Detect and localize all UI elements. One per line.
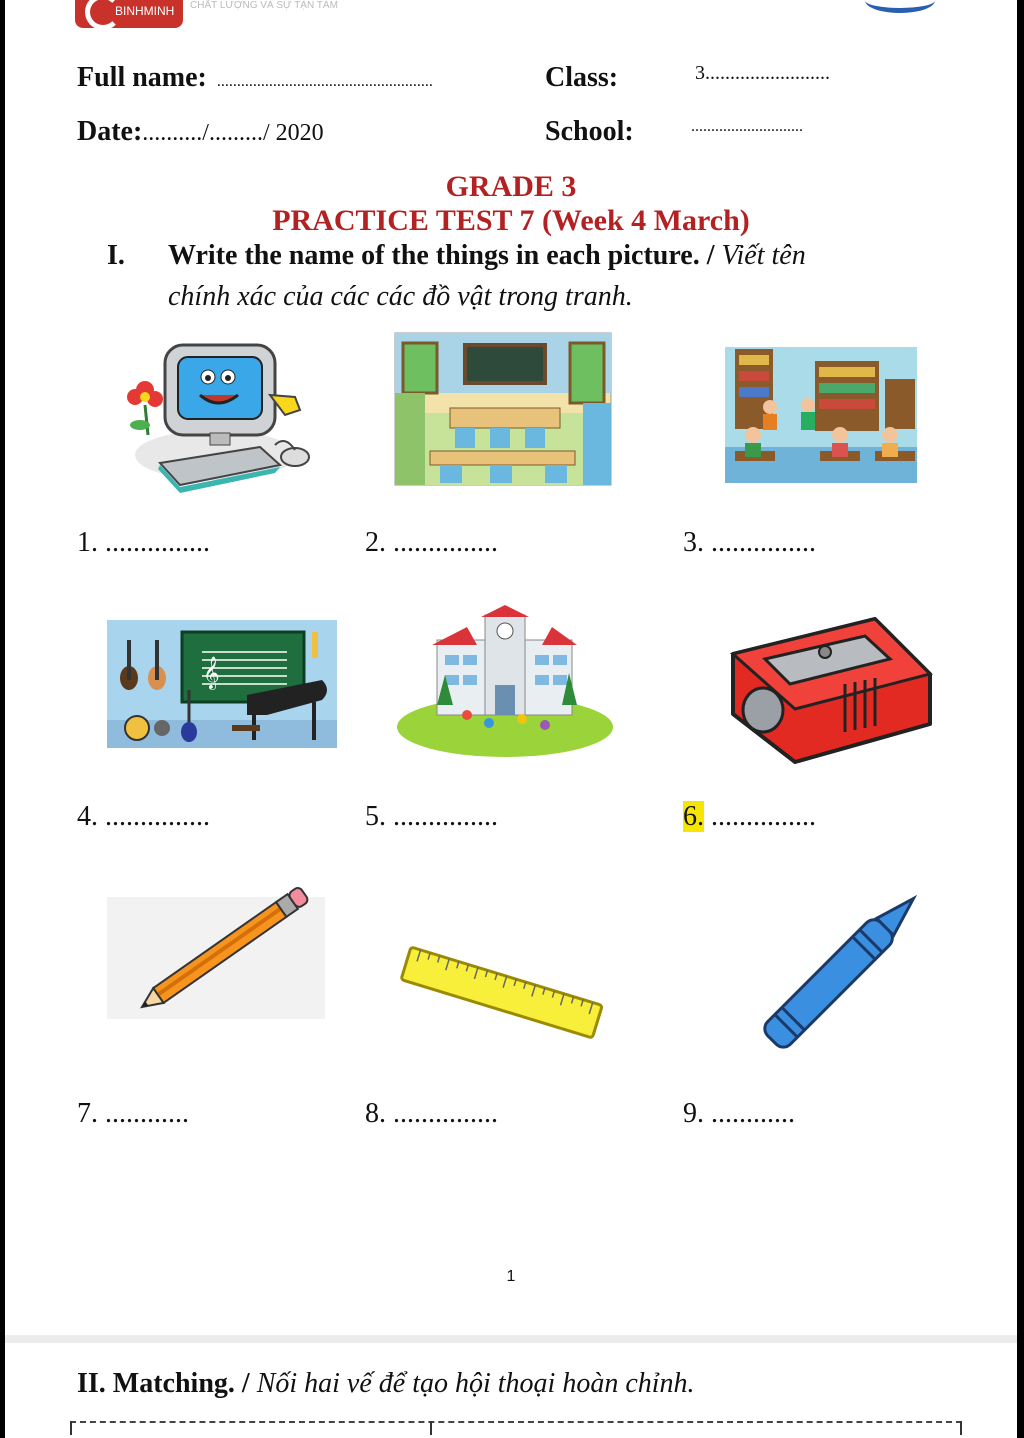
answer-5-blank: ............... (393, 801, 498, 832)
class-blank: 3......................... (695, 62, 830, 84)
date-label: Date: (77, 116, 143, 147)
school-picture (397, 605, 612, 760)
answer-8 (365, 1098, 498, 1130)
music-room-picture (107, 620, 337, 748)
answer-8-blank: ............... (393, 1098, 498, 1129)
ruler-picture (403, 925, 607, 1025)
table-top-border (70, 1421, 962, 1423)
answer-1-number: 1. (77, 527, 98, 558)
pencil-picture (107, 897, 325, 1019)
page-break-band (5, 1335, 1017, 1343)
section-2-title-bold: II. Matching. / (77, 1368, 250, 1399)
section-1-instruction (168, 240, 806, 272)
answer-4-number: 4. (77, 801, 98, 832)
answer-4 (77, 801, 210, 833)
answer-5 (365, 801, 498, 833)
binhminh-logo (75, 0, 183, 28)
school-blank-row (691, 118, 803, 136)
date-row (77, 116, 324, 148)
practice-test-title: PRACTICE TEST 7 (Week 4 March) (272, 204, 750, 237)
instruction-vietnamese-1: Viết tên (721, 240, 806, 271)
school-row (545, 116, 634, 148)
answer-6 (683, 801, 816, 833)
classroom-picture (395, 333, 611, 485)
worksheet-page (5, 0, 1017, 1438)
instruction-vietnamese-2: chính xác của các các đồ vật trong tranh. (168, 281, 633, 312)
header-arc-decoration (865, 0, 935, 13)
date-blank: ........../........./ 2020 (142, 120, 324, 146)
answer-7-blank: ............ (105, 1098, 189, 1129)
section-2-title (77, 1368, 695, 1400)
answer-7 (77, 1098, 189, 1130)
grade-title: GRADE 3 (445, 170, 577, 203)
section-1-numeral: I. (107, 240, 125, 271)
answer-7-number: 7. (77, 1098, 98, 1129)
answer-5-number: 5. (365, 801, 386, 832)
answer-3-number: 3. (683, 527, 704, 558)
answer-3-blank: ............... (711, 527, 816, 558)
full-name-label: Full name: (77, 62, 207, 93)
library-picture (725, 347, 917, 483)
class-label: Class: (545, 62, 619, 93)
answer-4-blank: ............... (105, 801, 210, 832)
svg-text:𝄞: 𝄞 (203, 656, 220, 689)
answer-1-blank: ............... (105, 527, 210, 558)
school-label: School: (545, 116, 634, 147)
section-2-title-italic: Nối hai vế để tạo hội thoại hoàn chỉnh. (256, 1368, 695, 1399)
full-name-blank: ...................................................... (216, 73, 433, 90)
crayon-picture (747, 880, 927, 1060)
answer-2-blank: ............... (393, 527, 498, 558)
answer-1 (77, 527, 210, 559)
pencil-sharpener-picture (725, 614, 935, 766)
logo-text: BINHMINH (115, 4, 175, 18)
answer-3 (683, 527, 816, 559)
answer-2 (365, 527, 498, 559)
instruction-english: Write the name of the things in each picture. / (168, 240, 715, 271)
school-blank: ............................ (691, 118, 803, 135)
table-column-divider (430, 1421, 432, 1435)
full-name-row (77, 62, 433, 94)
table-left-edge (70, 1421, 72, 1435)
answer-9-number: 9. (683, 1098, 704, 1129)
answer-6-number-highlighted: 6. (683, 801, 704, 832)
header-slogan: CHẤT LƯỢNG VÀ SỰ TẬN TÂM (190, 0, 338, 11)
class-row (545, 62, 618, 94)
computer-picture (120, 335, 320, 495)
answer-9 (683, 1098, 795, 1130)
answer-8-number: 8. (365, 1098, 386, 1129)
class-value-row (695, 62, 830, 85)
answer-2-number: 2. (365, 527, 386, 558)
answer-9-blank: ............ (711, 1098, 795, 1129)
table-right-edge (960, 1421, 962, 1435)
answer-6-blank: ............... (711, 801, 816, 832)
page-number: 1 (506, 1268, 516, 1285)
